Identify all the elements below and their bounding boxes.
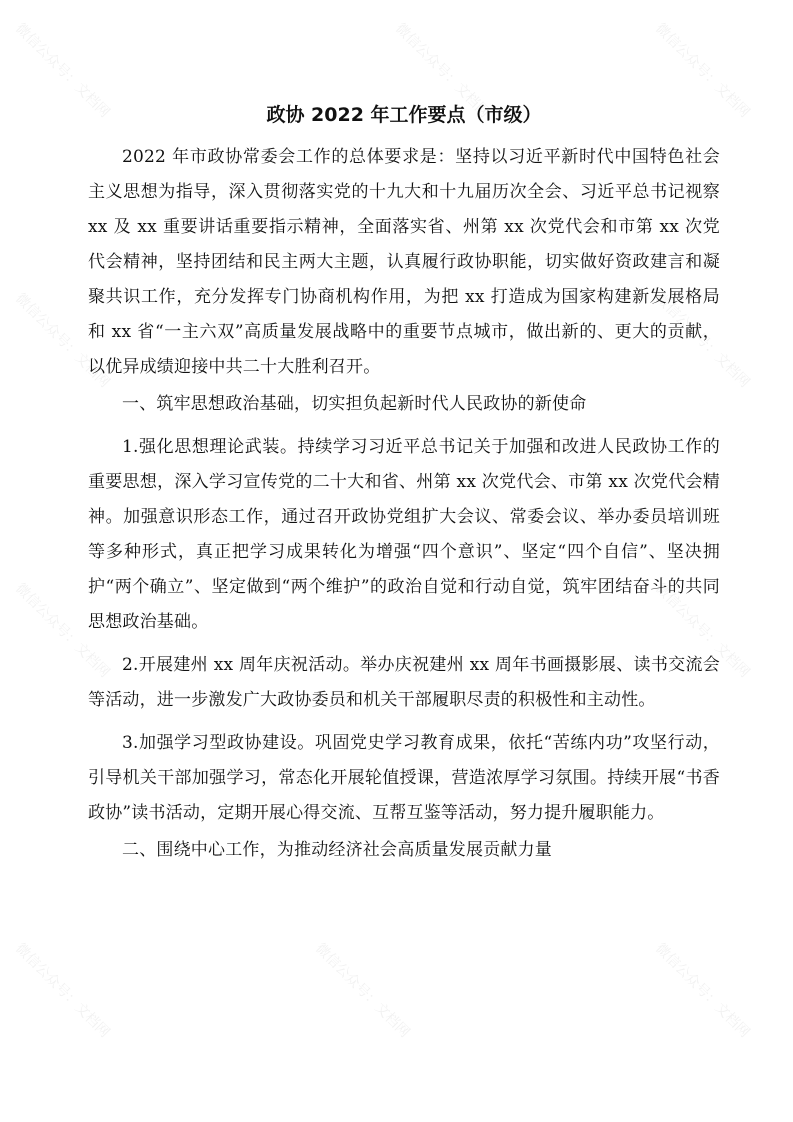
watermark: 微信公众号：文档网 (312, 940, 413, 1041)
paragraph-item-2: 2.开展建州 xx 周年庆祝活动。举办庆祝建州 xx 周年书画摄影展、读书交流会等活动，进一步激发广大政协委员和机关干部履职尽责的积极性和主动性。 (88, 655, 720, 710)
document-body (88, 100, 720, 868)
watermark: 微信公众号：文档网 (12, 20, 113, 121)
watermark: 微信公众号：文档网 (652, 20, 753, 121)
watermark: 微信公众号：文档网 (12, 940, 113, 1041)
intro-paragraph: 2022 年市政协常委会工作的总体要求是：坚持以习近平新时代中国特色社会主义思想为指导，深入贯彻落实党的十九大和十九届历次全会、习近平总书记视察 xx 及 xx 重要讲话重要指示精神，全面落实省、州第 xx 次党代会和市第 xx 次党代会精神，坚持团结和民主两大主题，认真履行政协职能，切实做好资政建言和凝聚共识工作，充分发挥专门协商机构作用，为把 xx 打造成为国家构建新发展格局和 xx 省“一主六双”高质量发展战略中的重要节点城市，做出新的、更大的贡献，以优异成绩迎接中共二十大胜利召开。 (88, 147, 720, 377)
watermark: 微信公众号：文档网 (652, 290, 753, 391)
section-heading-2: 二、围绕中心工作，为推动经济社会高质量发展贡献力量 (122, 840, 552, 860)
document-title: 政协 2022 年工作要点（市级） (266, 104, 542, 126)
section-heading-1: 一、筑牢思想政治基础，切实担负起新时代人民政协的新使命 (122, 394, 587, 414)
watermark: 微信公众号：文档网 (652, 940, 753, 1041)
watermark: 微信公众号：文档网 (12, 580, 113, 681)
watermark: 微信公众号：文档网 (392, 20, 493, 121)
watermark: 微信公众号：文档网 (12, 290, 113, 391)
paragraph-item-3: 3.加强学习型政协建设。巩固党史学习教育成果，依托“苦练内功”攻坚行动，引导机关干部加强学习，常态化开展轮值授课，营造浓厚学习氛围。持续开展“书香政协”读书活动，定期开展心得交流、互帮互鉴等活动，努力提升履职能力。 (88, 733, 720, 823)
watermark: 微信公众号：文档网 (652, 580, 753, 681)
paragraph-item-1: 1.强化思想理论武装。持续学习习近平总书记关于加强和改进人民政协工作的重要思想，深入学习宣传党的二十大和省、州第 xx 次党代会、市第 xx 次党代会精神。加强意识形态工作，通过召开政协党组扩大会议、常委会议、举办委员培训班等多种形式，真正把学习成果转化为增强“四个意识”、坚定“四个自信”、坚决拥护“两个确立”、坚定做到“两个维护”的政治自觉和行动自觉，筑牢团结奋斗的共同思想政治基础。 (88, 437, 720, 632)
